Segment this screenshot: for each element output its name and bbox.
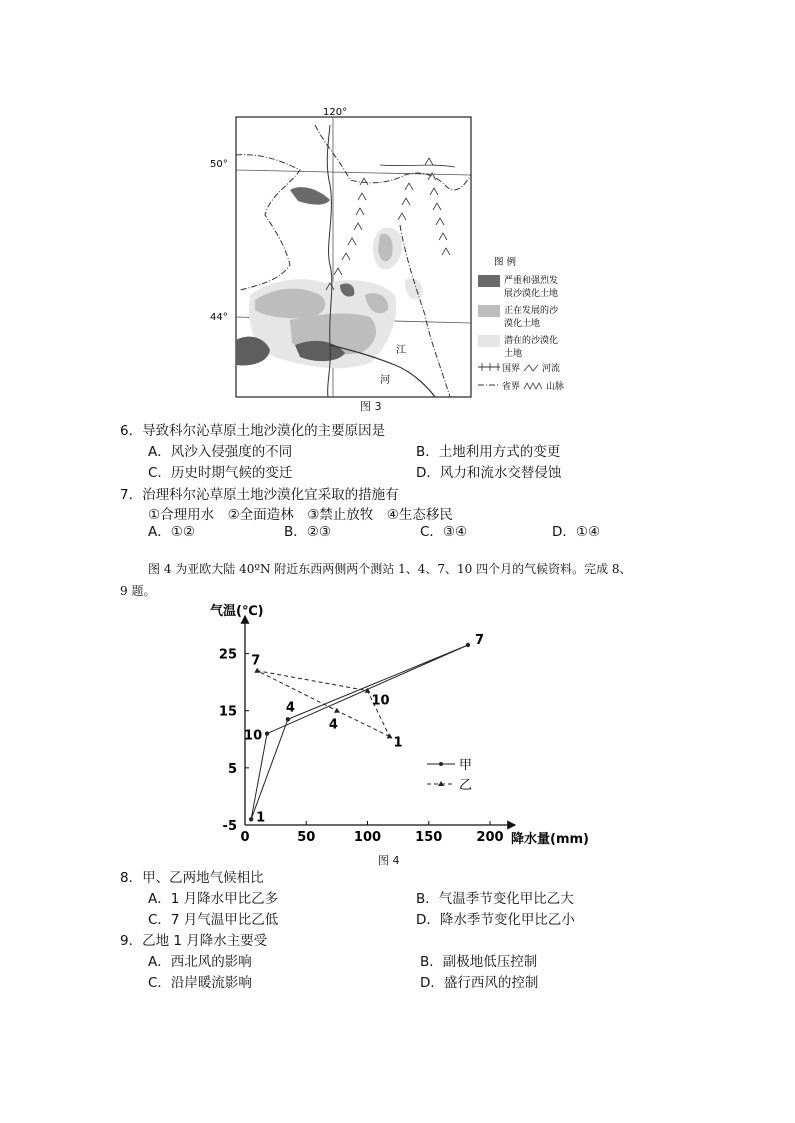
legend-river-label: 河流 [542,364,561,374]
legend-swatch-severe [478,275,500,287]
legend-item3-line1: 潜在的沙漠化 [504,336,559,346]
series-甲-point [249,817,253,821]
legend-item1-line2: 展沙漠化土地 [504,289,559,299]
q7-option-b[interactable]: B．②③ [284,524,331,540]
legend-item3-line2: 土地 [504,349,523,359]
q7-option-c[interactable]: C．③④ [420,524,468,540]
x-tick-label: 50 [297,830,316,845]
x-tick-label: 150 [415,830,443,845]
legend-province-label: 省界 [502,382,521,392]
q7-stem: 7．治理科尔沁草原土地沙漠化宜采取的措施有 [120,487,399,503]
y-tick-label: -5 [222,819,237,834]
legend-swatch-potential [478,335,500,347]
map-lon-label: 120° [323,107,348,118]
q8-option-a[interactable]: A．1 月降水甲比乙多 [148,891,279,907]
desertification-map [210,105,585,410]
climate-chart [195,598,595,848]
map-jiang-label: 江 [396,345,406,356]
x-tick-label: 200 [476,830,504,845]
map-lat50-label: 50° [210,159,228,170]
series-乙-line [257,671,389,737]
q9-option-c[interactable]: C．沿岸暖流影响 [148,975,252,991]
legend-item2-line1: 正在发展的沙 [504,306,559,316]
figure4-caption: 图 4 [378,854,400,867]
point-label: 4 [328,717,338,733]
map-lat44-label: 44° [210,312,228,323]
point-label: 7 [474,633,484,648]
y-tick-label: 15 [218,704,237,720]
q6-option-d[interactable]: D．风力和流水交替侵蚀 [416,465,562,481]
y-tick-label: 5 [227,761,237,777]
q6-option-b[interactable]: B．土地利用方式的变更 [416,444,561,460]
q8-option-d[interactable]: D．降水季节变化甲比乙小 [416,912,575,928]
q6-option-c[interactable]: C．历史时期气候的变迁 [148,465,293,481]
q7-option-a[interactable]: A．①② [148,524,195,540]
point-label: 4 [285,700,295,716]
series-甲-line [251,645,468,819]
y-tick-label: 25 [218,647,237,663]
series-乙-point [334,708,340,713]
q8-option-c[interactable]: C．7 月气温甲比乙低 [148,912,279,928]
x-tick-label: 100 [353,830,382,845]
series-甲-point [286,717,290,721]
map-he-label: 河 [380,375,390,386]
series-甲-point [466,643,470,647]
figure3-caption: 图 3 [360,400,382,413]
legend-yi-label: 乙 [459,778,473,793]
q9-option-a[interactable]: A．西北风的影响 [148,954,252,970]
legend-jia-label: 甲 [459,758,473,773]
intro-line2: 9 题。 [120,584,156,598]
q9-option-d[interactable]: D．盛行西风的控制 [420,975,539,991]
legend-item1-line1: 严重和强烈发 [504,276,559,286]
intro-line1: 图 4 为亚欧大陆 40ºN 附近东西两侧两个测站 1、4、7、10 四个月的气候资料。完成 8、 [148,562,632,576]
q7-items: ①合理用水 ②全面造林 ③禁止放牧 ④生态移民 [148,507,453,523]
q8-stem: 8．甲、乙两地气候相比 [120,870,264,886]
series-甲-point [265,731,269,735]
legend-mountain-label: 山脉 [546,382,565,392]
point-label: 7 [251,653,261,669]
legend-swatch-developing [478,305,500,317]
map-legend [478,256,564,392]
q6-stem: 6．导致科尔沁草原土地沙漠化的主要原因是 [120,423,386,439]
point-label: 10 [244,728,263,744]
legend-jia-marker [439,762,443,766]
chart-ylabel: 气温(℃) [210,604,264,619]
point-label: 1 [393,735,403,751]
q9-stem: 9．乙地 1 月降水主要受 [120,933,268,949]
legend-mountain-icon [524,383,542,389]
q7-option-d[interactable]: D．①④ [552,524,601,540]
legend-item2-line2: 漠化土地 [504,319,541,329]
legend-river-icon [524,365,538,371]
q8-option-b[interactable]: B．气温季节变化甲比乙大 [416,891,574,907]
point-label: 10 [371,693,390,709]
q9-option-b[interactable]: B．副极地低压控制 [420,954,538,970]
x-tick-label: 0 [240,830,250,845]
q6-option-a[interactable]: A．风沙入侵强度的不同 [148,444,293,460]
legend-border-label: 国界 [502,364,521,374]
chart-xlabel: 降水量(mm) [511,832,589,847]
point-label: 1 [256,810,266,826]
legend-title: 图 例 [494,257,517,268]
